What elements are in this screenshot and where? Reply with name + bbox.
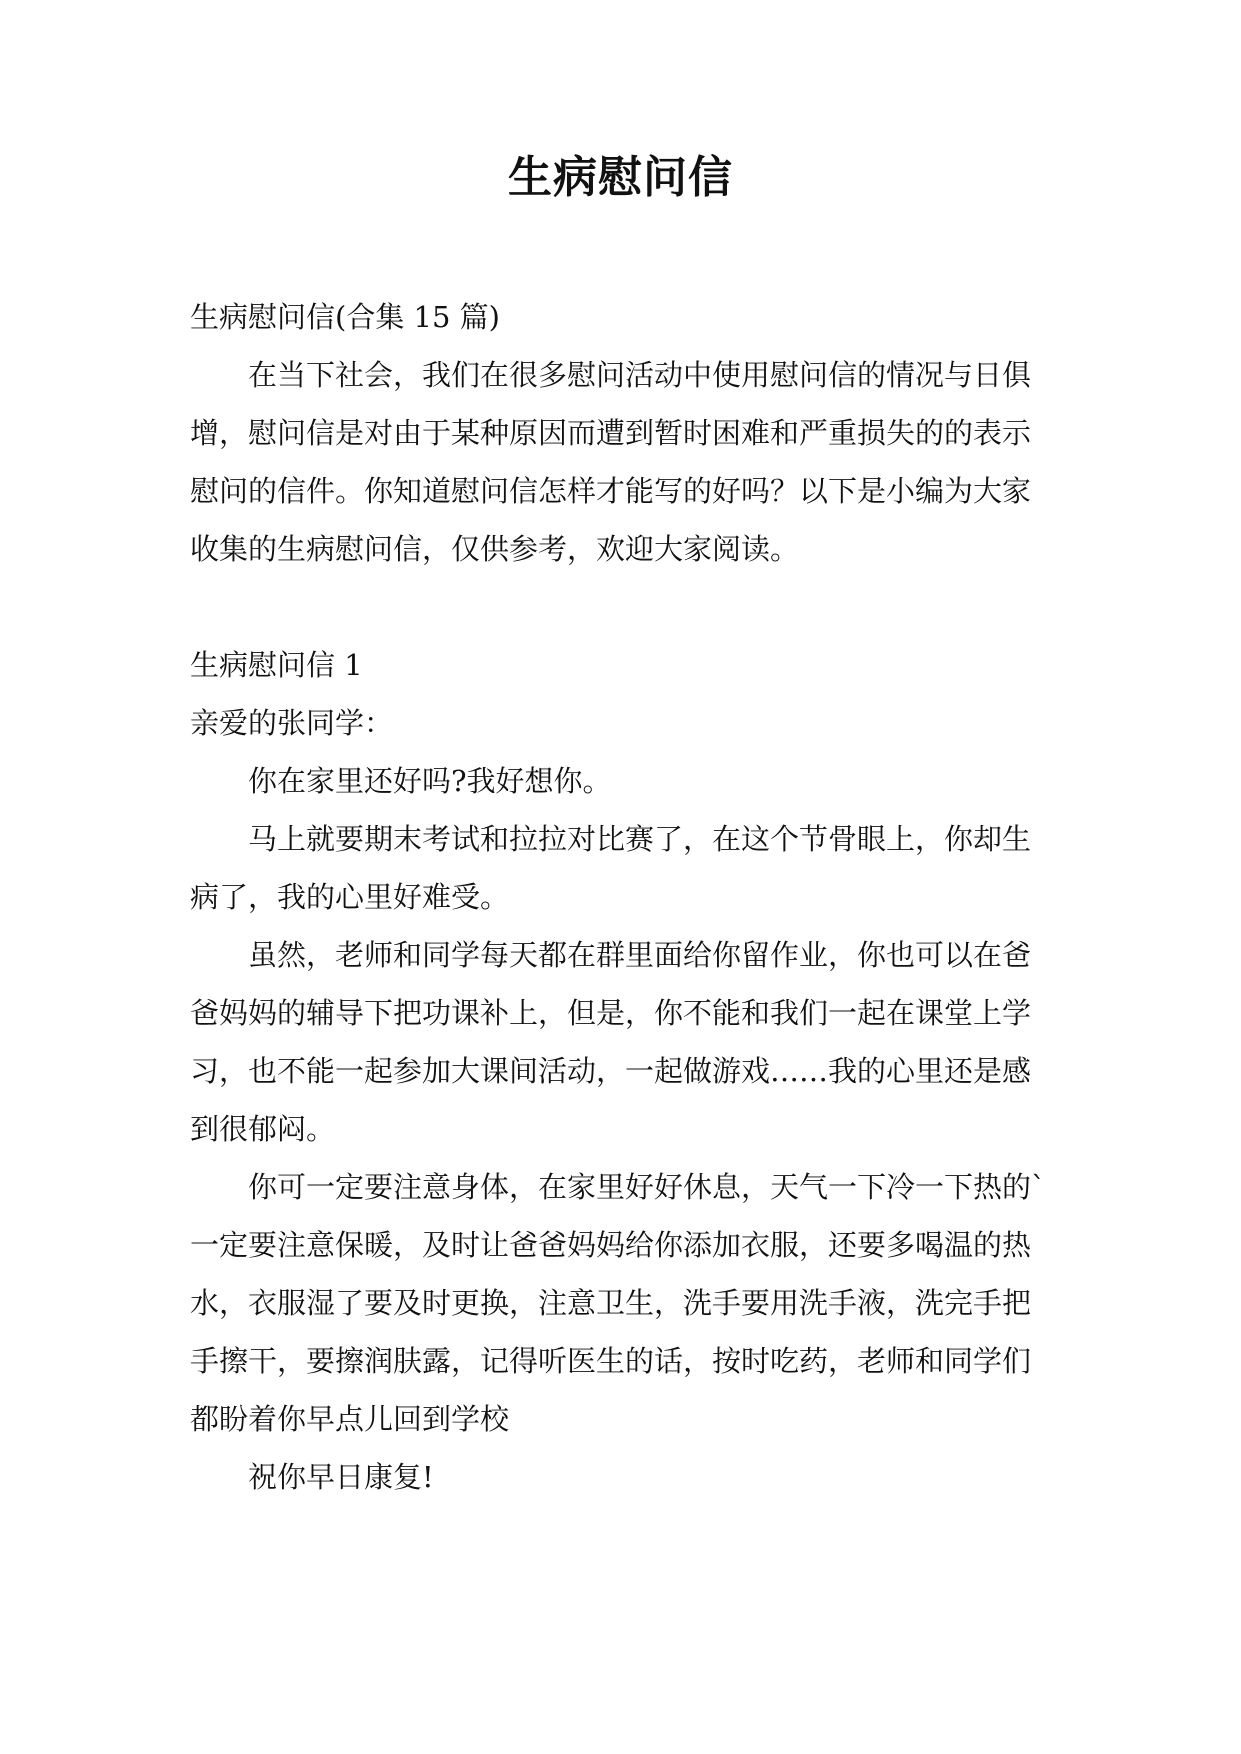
page-title: 生病慰问信 [508,152,733,203]
letter-closing: 祝你早日康复! [248,1460,434,1494]
section-spacer [190,578,1055,636]
letter-salutation: 亲爱的张同学： [190,706,394,740]
letter-paragraph: 虽然，老师和同学每天都在群里面给你留作业，你也可以在爸爸妈妈的辅导下把功课补上，但是，你不能和我们一起在课堂上学习，也不能一起参加大课间活动，一起做游戏……我的心里还是感到很郁闷。 [190,938,1032,1146]
letter-paragraph: 你在家里还好吗?我好想你。 [248,764,612,798]
intro-paragraph: 在当下社会，我们在很多慰问活动中使用慰问信的情况与日俱增，慰问信是对由于某种原因而遭到暂时困难和严重损失的的表示慰问的信件。你知道慰问信怎样才能写的好吗？以下是小编为大家收集的生病慰问信，仅供参考，欢迎大家阅读。 [190,358,1032,566]
document-body [190,288,1055,1506]
letter-paragraph: 你可一定要注意身体，在家里好好休息，天气一下冷一下热的`一定要注意保暖，及时让爸爸妈妈给你添加衣服，还要多喝温的热水，衣服湿了要及时更换，注意卫生，洗手要用洗手液，洗完手把手擦干，要擦润肤露，记得听医生的话，按时吃药，老师和同学们都盼着你早点儿回到学校 [190,1170,1046,1436]
collection-subtitle: 生病慰问信(合集 15 篇) [190,300,500,334]
letter-paragraph: 马上就要期末考试和拉拉对比赛了，在这个节骨眼上，你却生病了，我的心里好难受。 [190,822,1032,914]
letter-heading: 生病慰问信 1 [190,648,363,682]
